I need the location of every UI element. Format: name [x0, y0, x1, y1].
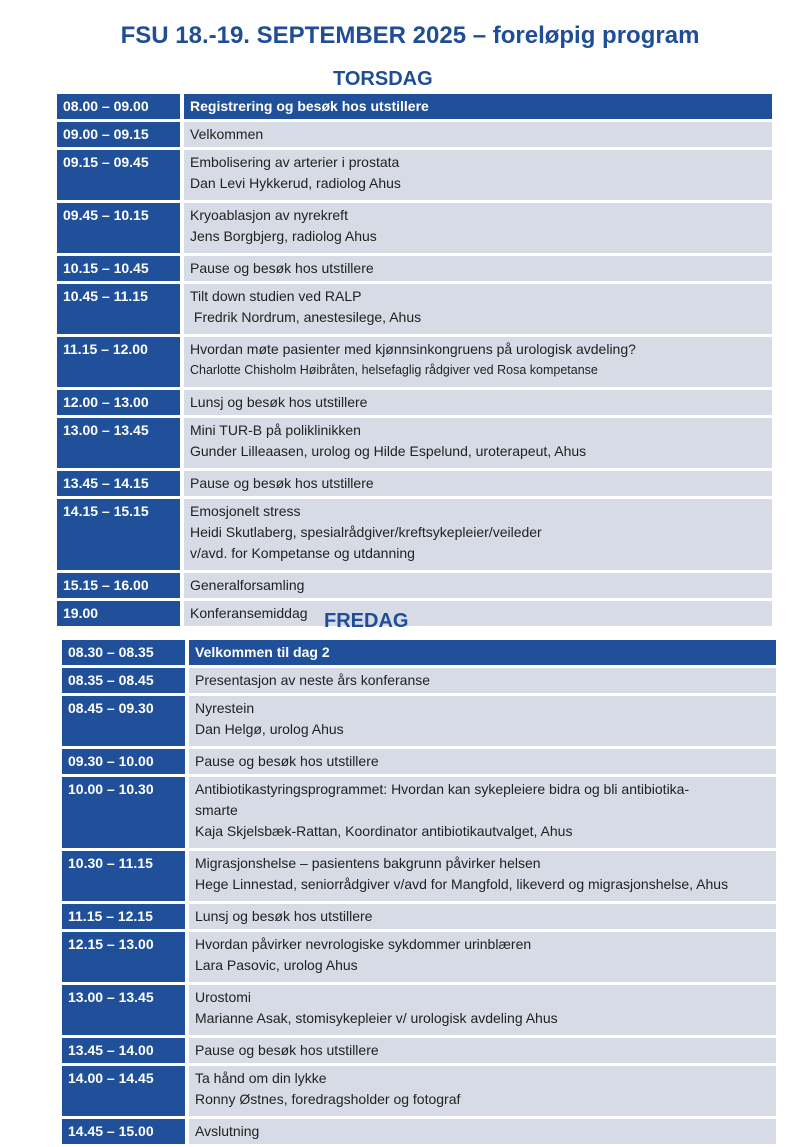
session-description [182, 283, 772, 336]
session-title: Emosjonelt stress [190, 503, 301, 519]
time-slot: 08.45 – 09.30 [62, 695, 187, 748]
session-title: Nyrestein [195, 700, 255, 716]
time-slot: 08.00 – 09.00 [57, 94, 182, 121]
session-description [187, 903, 776, 931]
session-description [187, 776, 776, 850]
session-detail: Marianne Asak, stomisykepleier v/ urologisk avdeling Ahus [195, 1010, 558, 1026]
schedule-row [62, 695, 776, 748]
session-description [187, 931, 776, 984]
time-slot: 12.00 – 13.00 [57, 389, 182, 417]
session-description [182, 149, 772, 202]
session-description [187, 984, 776, 1037]
session-description [187, 748, 776, 776]
session-title: Pause og besøk hos utstillere [190, 260, 374, 276]
session-description [187, 695, 776, 748]
time-slot: 19.00 [57, 600, 182, 628]
schedule-table-torsdag [57, 94, 772, 629]
session-title: Registrering og besøk hos utstillere [190, 98, 429, 114]
session-description [182, 498, 772, 572]
session-description [182, 417, 772, 470]
schedule-row [57, 255, 772, 283]
session-detail: Ronny Østnes, foredragsholder og fotograf [195, 1091, 461, 1107]
schedule-row [62, 667, 776, 695]
time-slot: 10.45 – 11.15 [57, 283, 182, 336]
schedule-row [57, 417, 772, 470]
session-title: Ta hånd om din lykke [195, 1070, 327, 1086]
session-title: Avslutning [195, 1123, 260, 1139]
session-title: Velkommen til dag 2 [195, 644, 330, 660]
session-title: Migrasjonshelse – pasientens bakgrunn påvirker helsen [195, 855, 541, 871]
session-title: Lunsj og besøk hos utstillere [190, 394, 368, 410]
time-slot: 13.45 – 14.15 [57, 470, 182, 498]
schedule-row [57, 389, 772, 417]
session-title: Pause og besøk hos utstillere [195, 753, 379, 769]
session-description [182, 94, 772, 121]
session-detail: smarte [195, 802, 238, 818]
schedule-row [57, 121, 772, 149]
session-title: Kryoablasjon av nyrekreft [190, 207, 348, 223]
session-title: Pause og besøk hos utstillere [190, 475, 374, 491]
schedule-row [57, 202, 772, 255]
time-slot: 08.30 – 08.35 [62, 640, 187, 667]
schedule-row [62, 931, 776, 984]
schedule-row [57, 283, 772, 336]
time-slot: 10.00 – 10.30 [62, 776, 187, 850]
time-slot: 10.15 – 10.45 [57, 255, 182, 283]
schedule-row [57, 600, 772, 628]
session-description [187, 1065, 776, 1118]
session-detail: Kaja Skjelsbæk-Rattan, Koordinator antibiotikautvalget, Ahus [195, 823, 573, 839]
time-slot: 09.30 – 10.00 [62, 748, 187, 776]
session-title: Mini TUR-B på poliklinikken [190, 422, 361, 438]
session-title: Antibiotikastyringsprogrammet: Hvordan kan sykepleiere bidra og bli antibiotika- [195, 781, 690, 797]
session-description [182, 572, 772, 600]
session-title: Hvordan møte pasienter med kjønnsinkongruens på urologisk avdeling? [190, 341, 636, 357]
session-title: Hvordan påvirker nevrologiske sykdommer urinblæren [195, 936, 532, 952]
session-title: Lunsj og besøk hos utstillere [195, 908, 373, 924]
schedule-table-fredag [62, 640, 776, 1147]
session-description [182, 389, 772, 417]
time-slot: 08.35 – 08.45 [62, 667, 187, 695]
time-slot: 12.15 – 13.00 [62, 931, 187, 984]
session-title: Tilt down studien ved RALP [190, 288, 362, 304]
schedule-row [62, 1118, 776, 1146]
schedule-row [62, 776, 776, 850]
schedule-row [62, 1065, 776, 1118]
schedule-row [62, 748, 776, 776]
time-slot: 09.45 – 10.15 [57, 202, 182, 255]
schedule-row [62, 850, 776, 903]
session-detail: Fredrik Nordrum, anestesilege, Ahus [190, 309, 422, 325]
time-slot: 13.00 – 13.45 [62, 984, 187, 1037]
session-description [182, 600, 772, 628]
session-description [187, 640, 776, 667]
schedule-row [62, 640, 776, 667]
session-title: Urostomi [195, 989, 252, 1005]
session-detail: Heidi Skutlaberg, spesialrådgiver/kreftsykepleier/veileder [190, 524, 542, 540]
schedule-row [57, 94, 772, 121]
session-description [187, 1118, 776, 1146]
session-description [182, 202, 772, 255]
schedule-row [57, 470, 772, 498]
page-title: FSU 18.-19. SEPTEMBER 2025 – foreløpig program [120, 22, 700, 49]
session-description [187, 1037, 776, 1065]
session-description [182, 255, 772, 283]
session-detail: Gunder Lilleaasen, urolog og Hilde Espelund, uroterapeut, Ahus [190, 443, 587, 459]
schedule-row [62, 903, 776, 931]
session-title: Generalforsamling [190, 577, 305, 593]
time-slot: 13.00 – 13.45 [57, 417, 182, 470]
session-title: Presentasjon av neste års konferanse [195, 672, 431, 688]
session-title: Konferansemiddag [190, 605, 308, 621]
schedule-row [57, 336, 772, 389]
day-heading-torsdag: TORSDAG [333, 68, 433, 90]
time-slot: 14.15 – 15.15 [57, 498, 182, 572]
session-detail: v/avd. for Kompetanse og utdanning [190, 545, 415, 561]
session-detail: Jens Borgbjerg, radiolog Ahus [190, 228, 377, 244]
session-detail: Dan Levi Hykkerud, radiolog Ahus [190, 175, 401, 191]
time-slot: 14.00 – 14.45 [62, 1065, 187, 1118]
session-description [182, 470, 772, 498]
session-description [182, 336, 772, 389]
time-slot: 09.15 – 09.45 [57, 149, 182, 202]
time-slot: 10.30 – 11.15 [62, 850, 187, 903]
session-title: Velkommen [190, 126, 264, 142]
session-description [187, 850, 776, 903]
session-title: Embolisering av arterier i prostata [190, 154, 400, 170]
day-heading-fredag: FREDAG [324, 610, 409, 632]
schedule-row [62, 984, 776, 1037]
schedule-row [57, 572, 772, 600]
session-detail: Dan Helgø, urolog Ahus [195, 721, 344, 737]
session-detail: Hege Linnestad, seniorrådgiver v/avd for Mangfold, likeverd og migrasjonshelse, Ahus [195, 876, 729, 892]
schedule-row [57, 498, 772, 572]
session-detail: Lara Pasovic, urolog Ahus [195, 957, 358, 973]
time-slot: 14.45 – 15.00 [62, 1118, 187, 1146]
time-slot: 13.45 – 14.00 [62, 1037, 187, 1065]
time-slot: 11.15 – 12.15 [62, 903, 187, 931]
session-description [182, 121, 772, 149]
session-description [187, 667, 776, 695]
time-slot: 15.15 – 16.00 [57, 572, 182, 600]
session-detail: Charlotte Chisholm Høibråten, helsefaglig rådgiver ved Rosa kompetanse [190, 363, 598, 377]
session-title: Pause og besøk hos utstillere [195, 1042, 379, 1058]
schedule-row [57, 149, 772, 202]
time-slot: 09.00 – 09.15 [57, 121, 182, 149]
schedule-row [62, 1037, 776, 1065]
time-slot: 11.15 – 12.00 [57, 336, 182, 389]
